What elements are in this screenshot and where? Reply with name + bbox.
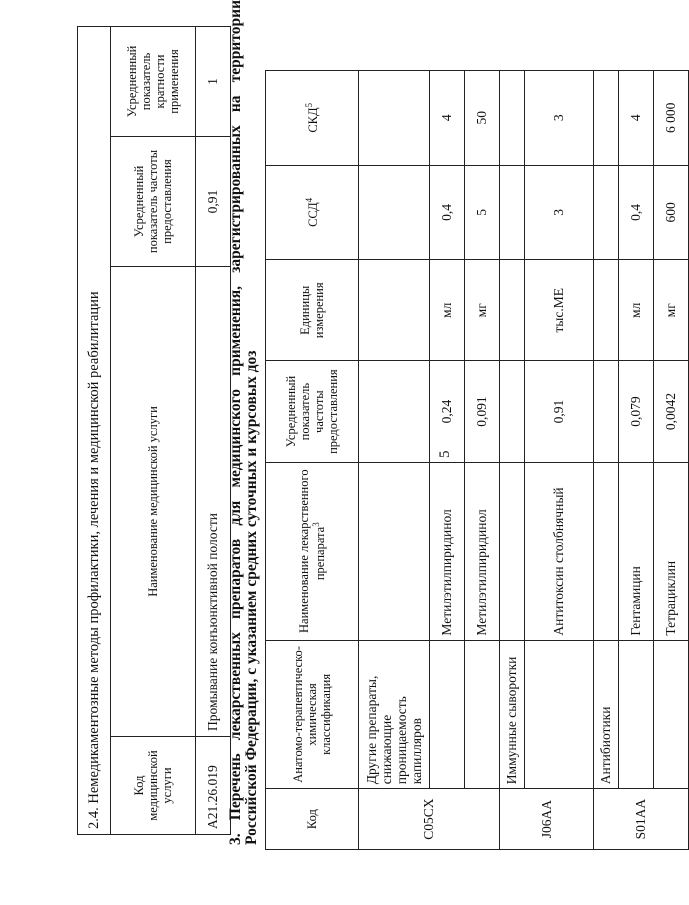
group-atc: Антибиотики bbox=[594, 640, 619, 789]
table-row bbox=[594, 71, 619, 850]
drug-sdd: 3 bbox=[525, 165, 594, 260]
header-sdd-label: ССД bbox=[306, 202, 321, 227]
drug-name: Гентамицин bbox=[619, 462, 654, 640]
group-code: C05CX bbox=[359, 789, 500, 850]
drug-skd: 50 bbox=[465, 71, 500, 166]
section-2-4-title: 2.4. Немедикаментозные методы профилактики, лечения и медицинской реабилитации bbox=[78, 26, 111, 834]
drug-name: Метилэтилпиридинол bbox=[430, 462, 465, 640]
header-drug bbox=[266, 462, 359, 640]
drug-sdd: 0,4 bbox=[430, 165, 465, 260]
drug-unit: тыс.МЕ bbox=[525, 260, 594, 361]
section-3-title bbox=[228, 0, 261, 845]
service-multiplicity: 1 bbox=[196, 26, 231, 136]
header-unit: Единицы измерения bbox=[266, 260, 359, 361]
drug-name: Метилэтилпиридинол bbox=[465, 462, 500, 640]
drug-unit: мл bbox=[430, 260, 465, 361]
drug-unit: мл bbox=[619, 260, 654, 361]
table-row bbox=[654, 71, 689, 850]
section-3-title-line1: 3. Перечень лекарственных препаратов для медицинского применения, зарегистрированных на территории bbox=[227, 0, 244, 845]
drug-name: Антитоксин столбнячный bbox=[525, 462, 594, 640]
drug-frequency: 0,91 bbox=[525, 361, 594, 462]
drug-sdd: 5 bbox=[465, 165, 500, 260]
service-frequency: 0,91 bbox=[196, 137, 231, 267]
header-frequency: Усредненный показатель частоты предоставления bbox=[111, 137, 196, 267]
drugs-table bbox=[265, 70, 689, 850]
drug-skd: 3 bbox=[525, 71, 594, 166]
drug-name: Тетрациклин bbox=[654, 462, 689, 640]
group-atc: Другие препараты, снижающие проницаемость капилляров bbox=[359, 640, 430, 789]
group-code: S01AA bbox=[594, 789, 689, 850]
drug-frequency: 0,091 bbox=[465, 361, 500, 462]
drug-frequency: 0,0042 bbox=[654, 361, 689, 462]
drug-skd: 6 000 bbox=[654, 71, 689, 166]
header-service-code: Код медицинской услуги bbox=[111, 737, 196, 835]
drug-sdd: 0,4 bbox=[619, 165, 654, 260]
table-row bbox=[196, 26, 231, 834]
footnote-marker: 3 bbox=[310, 522, 321, 527]
service-code: A21.26.019 bbox=[196, 737, 231, 835]
header-service-name: Наименование медицинской услуги bbox=[111, 267, 196, 737]
drug-skd: 4 bbox=[430, 71, 465, 166]
table-row bbox=[619, 71, 654, 850]
table-row bbox=[430, 71, 465, 850]
header-atc: Анатомо-терапевтическо-химическая классификация bbox=[266, 640, 359, 789]
table-row bbox=[525, 71, 594, 850]
page-number: 5 bbox=[437, 450, 453, 458]
header-multiplicity: Усредненный показатель кратности применения bbox=[111, 26, 196, 136]
header-skd-label: СКД bbox=[306, 107, 321, 133]
medical-services-table bbox=[77, 26, 231, 835]
footnote-marker: 5 bbox=[303, 102, 314, 108]
drug-skd: 4 bbox=[619, 71, 654, 166]
header-sdd bbox=[266, 165, 359, 260]
drug-frequency: 0,079 bbox=[619, 361, 654, 462]
group-code: J06AA bbox=[500, 789, 594, 850]
section-3-title-line2: Российской Федерации, с указанием средних суточных и курсовых доз bbox=[243, 350, 261, 845]
header-frequency: Усредненный показатель частоты предоставления bbox=[266, 361, 359, 462]
group-atc: Иммунные сыворотки bbox=[500, 640, 525, 789]
service-name: Промывание конъюнктивной полости bbox=[196, 267, 231, 737]
header-code: Код bbox=[266, 789, 359, 850]
header-drug-label: Наименование лекарственного препарата bbox=[296, 469, 328, 633]
drug-frequency: 0,24 bbox=[430, 361, 465, 462]
drug-unit: мг bbox=[465, 260, 500, 361]
footnote-marker: 4 bbox=[303, 197, 314, 203]
drug-unit: мг bbox=[654, 260, 689, 361]
table-row bbox=[500, 71, 525, 850]
table-row bbox=[359, 71, 430, 850]
table-row bbox=[465, 71, 500, 850]
drug-sdd: 600 bbox=[654, 165, 689, 260]
header-skd bbox=[266, 71, 359, 166]
